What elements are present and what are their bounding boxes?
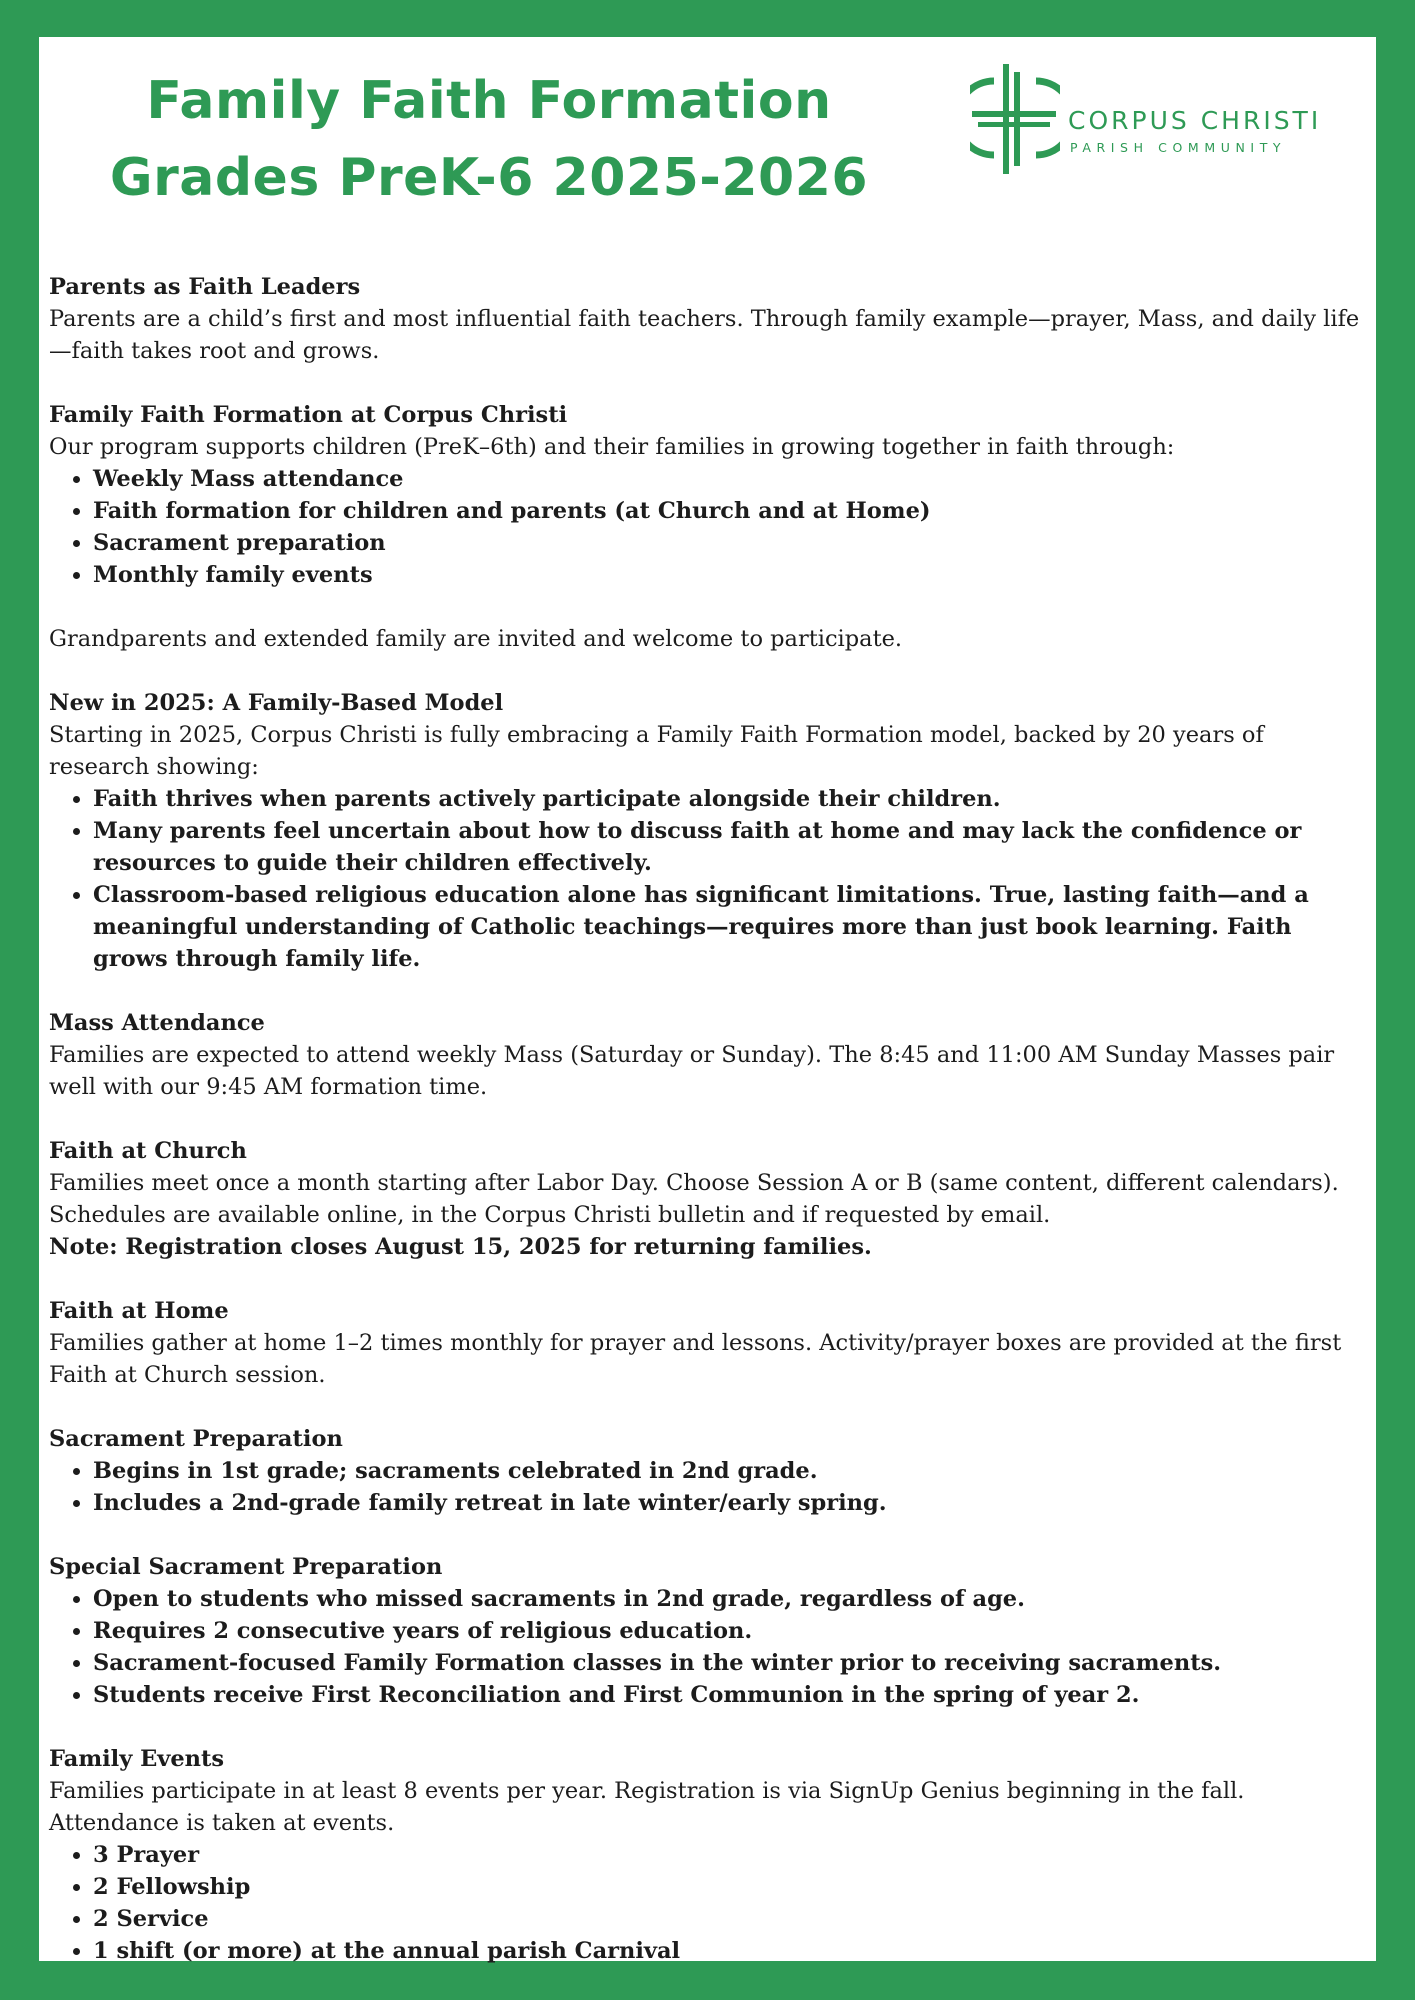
section-heading: Special Sacrament Preparation bbox=[49, 1554, 443, 1580]
section-text: Grandparents and extended family are invited and welcome to participate. bbox=[49, 626, 903, 652]
section-grandparents bbox=[49, 623, 1367, 655]
title-line-2: Grades PreK-6 2025-2026 bbox=[109, 148, 869, 208]
section-special-sacrament bbox=[49, 1551, 1367, 1711]
section-heading: Sacrament Preparation bbox=[49, 1426, 343, 1452]
logo-subtitle: PARISH COMMUNITY bbox=[1070, 140, 1287, 155]
section-heading: Mass Attendance bbox=[49, 1010, 265, 1036]
list-item: • Sacrament preparation bbox=[93, 527, 1367, 559]
list-item: • 2 Fellowship bbox=[93, 1871, 1367, 1903]
section-program bbox=[49, 399, 1367, 591]
parish-logo bbox=[970, 64, 1370, 174]
bullet-list bbox=[49, 1455, 1367, 1519]
list-item: • 2 Service bbox=[93, 1903, 1367, 1935]
list-item: • 1 shift (or more) at the annual parish Carnival bbox=[93, 1935, 1367, 1967]
section-heading: Faith at Home bbox=[49, 1298, 229, 1324]
list-item: • Faith thrives when parents actively participate alongside their children. bbox=[93, 783, 1367, 815]
section-text: Families participate in at least 8 events per year. Registration is via SignUp Genius beginning in the fall. Attendance is taken at events. bbox=[49, 1778, 1245, 1836]
logo-name: CORPUS CHRISTI bbox=[1068, 106, 1322, 135]
list-item: • Classroom-based religious education alone has significant limitations. True, lasting faith—and a meaningful understanding of Catholic teachings—requires more than just book learning. Faith grows through family life. bbox=[93, 879, 1367, 975]
bullet-list bbox=[49, 783, 1367, 975]
list-item: • Sacrament-focused Family Formation classes in the winter prior to receiving sacraments. bbox=[93, 1647, 1367, 1679]
section-new-model bbox=[49, 687, 1367, 975]
bullet-list bbox=[49, 1839, 1367, 1967]
section-text: Starting in 2025, Corpus Christi is fully embracing a Family Faith Formation model, backed by 20 years of research showing: bbox=[49, 722, 1264, 780]
section-parents bbox=[49, 271, 1367, 367]
list-item: • Begins in 1st grade; sacraments celebrated in 2nd grade. bbox=[93, 1455, 1367, 1487]
section-heading: Family Faith Formation at Corpus Christi bbox=[49, 402, 568, 428]
page-header bbox=[49, 37, 1366, 237]
list-item: • 3 Prayer bbox=[93, 1839, 1367, 1871]
list-item: • Weekly Mass attendance bbox=[93, 463, 1367, 495]
section-heading: Faith at Church bbox=[49, 1138, 247, 1164]
list-item: • Monthly family events bbox=[93, 559, 1367, 591]
registration-note: Note: Registration closes August 15, 2025 for returning families. bbox=[49, 1234, 872, 1260]
list-item: • Students receive First Reconciliation and First Communion in the spring of year 2. bbox=[93, 1679, 1367, 1711]
document-page bbox=[39, 37, 1376, 1964]
list-item: • Includes a 2nd-grade family retreat in late winter/early spring. bbox=[93, 1487, 1367, 1519]
section-text: Families are expected to attend weekly Mass (Saturday or Sunday). The 8:45 and 11:00 AM Sunday Masses pair well with our 9:45 AM formation time. bbox=[49, 1042, 1335, 1100]
section-text: Our program supports children (PreK–6th) and their families in growing together in faith through: bbox=[49, 434, 1175, 460]
section-church bbox=[49, 1135, 1367, 1263]
section-events bbox=[49, 1743, 1367, 1967]
section-sacrament bbox=[49, 1423, 1367, 1519]
cross-logo-icon bbox=[970, 64, 1060, 174]
section-text: Families gather at home 1–2 times monthly for prayer and lessons. Activity/prayer boxes are provided at the first Faith at Church session. bbox=[49, 1330, 1342, 1388]
section-text: Parents are a child’s first and most influential faith teachers. Through family example—prayer, Mass, and daily life—faith takes root and grows. bbox=[49, 306, 1360, 364]
section-heading: Family Events bbox=[49, 1746, 225, 1772]
list-item: • Open to students who missed sacraments in 2nd grade, regardless of age. bbox=[93, 1583, 1367, 1615]
list-item: • Many parents feel uncertain about how to discuss faith at home and may lack the confidence or resources to guide their children effectively. bbox=[93, 815, 1367, 879]
section-text: Families meet once a month starting after Labor Day. Choose Session A or B (same content, different calendars). Schedules are available online, in the Corpus Christi bulletin and if requested by email. bbox=[49, 1170, 1339, 1228]
section-mass bbox=[49, 1007, 1367, 1103]
list-item: • Requires 2 consecutive years of religious education. bbox=[93, 1615, 1367, 1647]
bullet-list bbox=[49, 463, 1367, 591]
section-heading: New in 2025: A Family-Based Model bbox=[49, 690, 504, 716]
bullet-list bbox=[49, 1583, 1367, 1711]
section-home bbox=[49, 1295, 1367, 1391]
section-heading: Parents as Faith Leaders bbox=[49, 274, 361, 300]
page-title bbox=[49, 63, 929, 217]
list-item: • Faith formation for children and parents (at Church and at Home) bbox=[93, 495, 1367, 527]
document-body bbox=[49, 271, 1367, 1999]
title-line-1: Family Faith Formation bbox=[146, 71, 832, 131]
